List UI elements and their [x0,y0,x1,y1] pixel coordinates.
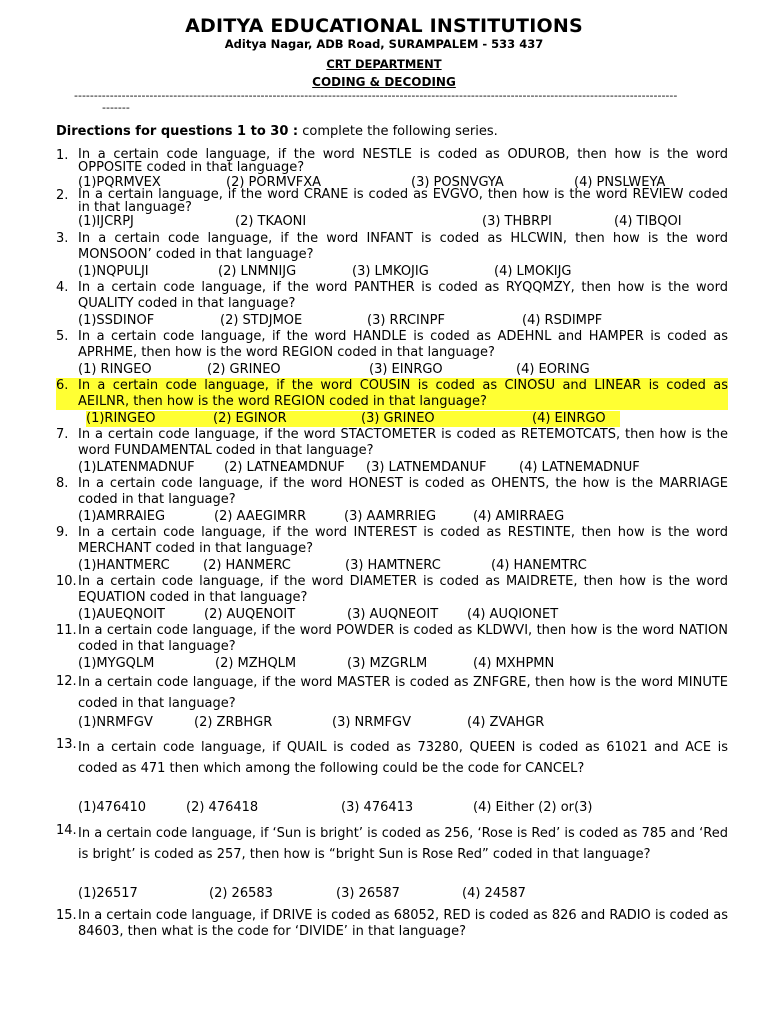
question-text: In a certain code language, if the word HANDLE is coded as ADEHNL and HAMPER is coded as APRHME, then how is the word REGION coded in that language? [78,329,728,360]
question-number: 7. [56,427,69,442]
question-3 [56,231,728,263]
option: (1)RINGEO [86,411,156,426]
option: (1)HANTMERC [78,558,170,573]
question-number: 11. [56,623,77,638]
option: (3) POSNVGYA [411,175,504,190]
question-number: 3. [56,231,69,246]
department-heading: CRT DEPARTMENT [326,57,442,71]
question-number: 6. [56,378,69,393]
directions-text: complete the following series. [298,124,498,139]
question-6 [56,378,728,410]
option: (2) AAEGIMRR [214,509,307,524]
option: (4) ZVAHGR [467,715,545,730]
question-number: 4. [56,280,69,295]
question-text: In a certain code language, if QUAIL is coded as 73280, QUEEN is coded as 61021 and ACE is coded as 471 then which among the following could be the code for CANCEL? [78,740,728,776]
option: (4) 24587 [462,886,526,901]
question-2 [56,188,728,214]
question-14 [56,823,728,865]
question-number: 2. [56,188,69,203]
question-number: 1. [56,148,69,163]
option: (2) LATNEAMDNUF [224,460,345,475]
option: (3) NRMFGV [332,715,411,730]
option: (2) AUQENOIT [204,607,296,622]
question-text: In a certain code language, if the word COUSIN is coded as CINOSU and LINEAR is coded as AEILNR, then how is the word REGION coded in that language? [78,378,728,409]
option: (4) HANEMTRC [491,558,587,573]
question-text: In a certain code language, if DRIVE is coded as 68052, RED is coded as 826 and RADIO is coded as 84603, then what is the code for ‘DIVIDE’ in that language? [78,908,728,939]
question-number: 14. [56,823,77,838]
option: (4) EORING [516,362,590,377]
directions [56,124,498,139]
option: (3) 476413 [341,800,414,815]
option: (3) RRCINPF [367,313,445,328]
option: (1)AUEQNOIT [78,607,166,622]
question-text: In a certain code language, if the word INFANT is coded as HLCWIN, then how is the word MONSOON’ coded in that language? [78,231,728,262]
question-text: In a certain code language, if the word MASTER is coded as ZNFGRE, then how is the word MINUTE coded in that language? [78,675,728,711]
question-8 [56,476,728,508]
option: (2) 26583 [209,886,273,901]
option: (3) AUQNEOIT [347,607,439,622]
option: (4) LMOKIJG [494,264,572,279]
option: (4) PNSLWEYA [574,175,666,190]
option: (4) AMIRRAEG [473,509,565,524]
option: (4) EINRGO [532,411,606,426]
question-text: In a certain code language, if the word NESTLE is coded as ODUROB, then how is the word OPPOSITE coded in that language? [78,147,728,175]
question-1 [56,148,728,174]
option: (3) GRINEO [361,411,435,426]
institution-address: Aditya Nagar, ADB Road, SURAMPALEM - 533 437 [224,37,544,51]
institution-title: ADITYA EDUCATIONAL INSTITUTIONS [185,15,583,37]
option: (3) AAMRRIEG [344,509,437,524]
question-text: In a certain code language, if the word STACTOMETER is coded as RETEMOTCATS, then how is the word FUNDAMENTAL coded in that language? [78,427,728,458]
question-text: In a certain code language, if the word PANTHER is coded as RYQQMZY, then how is the word QUALITY coded in that language? [78,280,728,311]
question-number: 9. [56,525,69,540]
option: (2) MZHQLM [215,656,297,671]
question-text: In a certain code language, if the word POWDER is coded as KLDWVI, then how is the word NATION coded in that language? [78,623,728,654]
option: (1)NRMFGV [78,715,153,730]
question-15 [56,908,728,940]
question-text: In a certain language, if the word CRANE is coded as EVGVO, then how is the word REVIEW coded in that language? [78,187,728,215]
question-9 [56,525,728,557]
option: (1)PQRMVEX [78,175,161,190]
option: (1)SSDINOF [78,313,155,328]
option: (4) AUQIONET [467,607,559,622]
question-text: In a certain code language, if the word DIAMETER is coded as MAIDRETE, then how is the word EQUATION coded in that language? [78,574,728,605]
question-number: 10. [56,574,77,589]
option: (3) THBRPI [482,214,552,229]
question-12 [56,672,728,714]
option: (4) Either (2) or(3) [473,800,593,815]
question-7 [56,427,728,459]
option: (2) ZRBHGR [194,715,273,730]
options-6 [86,411,620,427]
directions-label: Directions for questions 1 to 30 : [56,124,299,139]
question-number: 5. [56,329,69,344]
question-number: 12. [56,674,77,689]
option: (1) RINGEO [78,362,152,377]
question-13 [56,737,728,779]
option: (2) HANMERC [203,558,291,573]
option: (2) EGINOR [213,411,287,426]
option: (3) LMKOJIG [352,264,429,279]
option: (1)26517 [78,886,138,901]
question-11 [56,623,728,655]
option: (1)AMRRAIEG [78,509,166,524]
option: (4) MXHPMN [473,656,555,671]
option: (3) MZGRLM [347,656,428,671]
option: (4) LATNEMADNUF [519,460,640,475]
option: (3) HAMTNERC [345,558,441,573]
option: (3) EINRGO [369,362,443,377]
option: (1)IJCRPJ [78,214,134,229]
option: (2) TKAONI [235,214,307,229]
option: (1)LATENMADNUF [78,460,195,475]
option: (1)MYGQLM [78,656,155,671]
question-number: 8. [56,476,69,491]
option: (2) PORMVFXA [226,175,322,190]
separator-line: -------------------------------------------------------------------------------------------------------------------------------------------------------- [74,89,678,102]
question-4 [56,280,728,312]
option: (2) LNMNIJG [218,264,297,279]
question-number: 13. [56,737,77,752]
question-text: In a certain code language, if the word HONEST is coded as OHENTS, the how is the MARRIAGE coded in that language? [78,476,728,507]
option: (4) TIBQOI [614,214,682,229]
question-text: In a certain code language, if the word INTEREST is coded as RESTINTE, then how is the word MERCHANT coded in that language? [78,525,728,556]
option: (2) STDJMOE [220,313,303,328]
option: (2) 476418 [186,800,259,815]
question-text: In a certain code language, if ‘Sun is bright’ is coded as 256, ‘Rose is Red’ is coded as 785 and ‘Red is bright’ is coded as 257, then how is “bright Sun is Rose Red” coded in that language? [78,826,728,862]
option: (1)476410 [78,800,147,815]
question-10 [56,574,728,606]
separator-line-tail: ------- [102,101,130,114]
question-5 [56,329,728,361]
option: (4) RSDIMPF [522,313,603,328]
option: (2) GRINEO [207,362,281,377]
question-number: 15. [56,908,77,923]
option: (3) 26587 [336,886,400,901]
option: (3) LATNEMDANUF [366,460,487,475]
topic-heading: CODING & DECODING [312,75,456,89]
option: (1)NQPULJI [78,264,149,279]
